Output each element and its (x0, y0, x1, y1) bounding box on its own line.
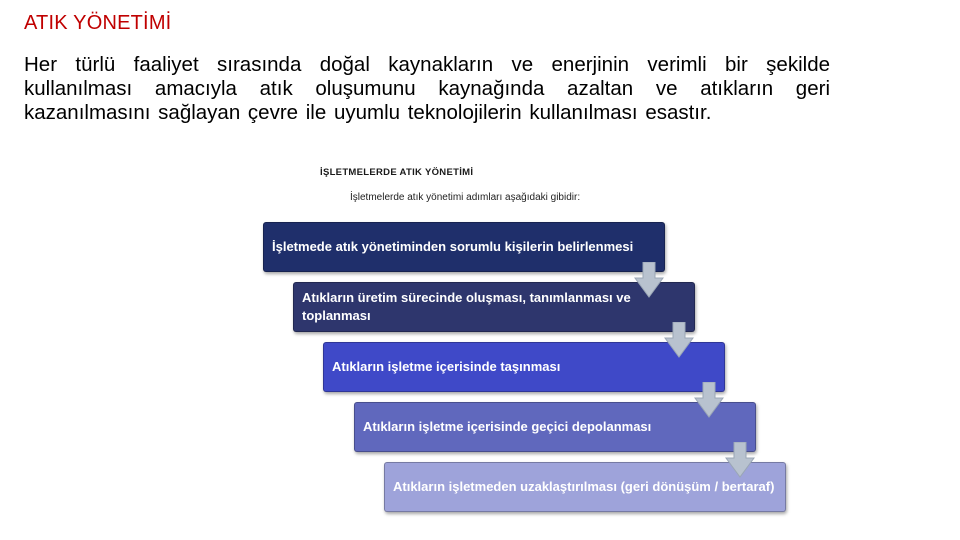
slide-body-text: Her türlü faaliyet sırasında doğal kaynakların ve enerjinin verimli bir şekilde kullanılması amacıyla atık oluşumunu kaynağında azaltan ve atıkların geri kazanılmasını sağlayan çevre ile uyumlu teknolojilerin kullanılması esastır. (24, 53, 830, 124)
process-step-3-label: Atıkların işletme içerisinde taşınması (332, 359, 561, 374)
diagram-subheading: İşletmelerde atık yönetimi adımları aşağıdaki gibidir: (350, 192, 581, 203)
down-arrow-icon (694, 382, 724, 418)
down-arrow-icon (725, 442, 755, 478)
down-arrow-icon (634, 262, 664, 298)
process-step-1 (263, 222, 665, 272)
process-step-1-label: İşletmede atık yönetiminden sorumlu kişilerin belirlenmesi (272, 239, 634, 254)
diagram-heading: İŞLETMELERDE ATIK YÖNETİMİ (320, 167, 474, 178)
process-step-2-label: Atıkların üretim sürecinde oluşması, tanımlanması ve toplanması (302, 290, 631, 323)
slide-title: ATIK YÖNETİMİ (24, 12, 172, 34)
process-step-4-label: Atıkların işletme içerisinde geçici depolanması (363, 419, 652, 434)
process-step-5-label: Atıkların işletmeden uzaklaştırılması (geri dönüşüm / bertaraf) (393, 479, 775, 494)
down-arrow-icon (664, 322, 694, 358)
